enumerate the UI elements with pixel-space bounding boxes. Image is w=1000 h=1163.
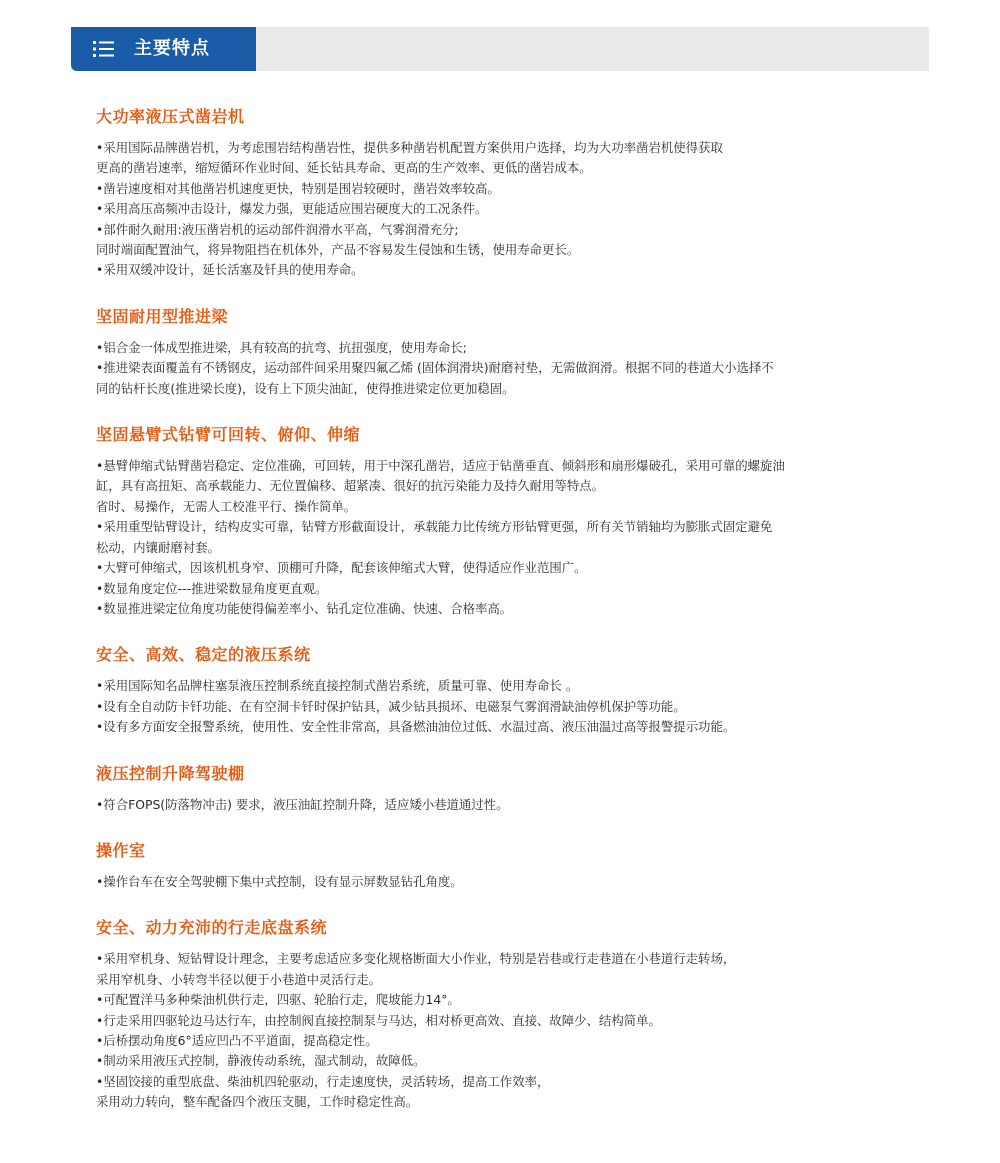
page-title: 主要特点 — [134, 38, 210, 59]
feature-line: •数显推进梁定位角度功能使得偏差率小、钻孔定位准确、快速、合格率高。 — [96, 600, 513, 616]
feature-list — [96, 795, 816, 815]
feature-line: •操作台车在安全驾驶棚下集中式控制，设有显示屏数显钻孔角度。 — [96, 873, 463, 889]
feature-section — [96, 643, 816, 737]
feature-line: •数显角度定位---推进梁数显角度更直观。 — [96, 580, 328, 596]
feature-line: •采用国际品牌凿岩机，为考虑围岩结构凿岩性，提供多种凿岩机配置方案供用户选择，均为大功率凿岩机使得获取 — [96, 140, 723, 155]
feature-line: •制动采用液压式控制，静液传动系统，湿式制动，故障低。 — [96, 1053, 426, 1069]
feature-section — [96, 423, 816, 619]
feature-line: •采用国际知名品牌柱塞泵液压控制系统直接控制式凿岩系统，质量可靠、使用寿命长 。 — [96, 678, 579, 694]
feature-line: •采用双缓冲设计，延长活塞及钎具的使用寿命。 — [96, 262, 364, 278]
feature-line: 采用动力转向，整车配备四个液压支腿，工作时稳定性高。 — [96, 1094, 419, 1110]
feature-line: •铝合金一体成型推进梁，具有较高的抗弯、抗扭强度，使用寿命长; — [96, 339, 467, 355]
feature-list — [96, 456, 816, 619]
feature-line: •符合FOPS(防落物冲击) 要求，液压油缸控制升降，适应矮小巷道通过性。 — [96, 796, 509, 812]
section-title: 大功率液压式凿岩机 — [96, 107, 245, 126]
features-content — [96, 105, 816, 1137]
feature-line: •坚固饺接的重型底盘、柴油机四轮驱动，行走速度快，灵活转场，提高工作效率， — [96, 1073, 550, 1089]
section-title: 坚固悬臂式钻臂可回转、俯仰、伸缩 — [96, 425, 361, 445]
section-title: 安全、动力充沛的行走底盘系统 — [96, 918, 328, 938]
feature-line: 省时、易操作，无需人工校准平行、操作简单。 — [96, 498, 357, 514]
feature-line: •凿岩速度相对其他凿岩机速度更快，特别是围岩较硬时，凿岩效率较高。 — [96, 180, 500, 196]
feature-line: 同的钻杆长度(推进梁长度)，设有上下顶尖油缸，使得推进梁定位更加稳固。 — [96, 380, 515, 396]
feature-line: 更高的凿岩速率，缩短循环作业时间、延长钻具寿命、更高的生产效率、更低的凿岩成本。 — [96, 160, 592, 176]
feature-list — [96, 676, 816, 737]
feature-list — [96, 138, 816, 281]
feature-section — [96, 762, 816, 815]
feature-line: •采用窄机身、短钻臂设计理念，主要考虑适应多变化规格断面大小作业，特别是岩巷或行走巷道在小巷道行走转场， — [96, 951, 736, 967]
section-title: 坚固耐用型推进梁 — [96, 306, 229, 326]
feature-list — [96, 949, 816, 1112]
feature-section — [96, 916, 816, 1112]
feature-line: •推进梁表面覆盖有不锈钢皮，运动部件间采用聚四氟乙烯 (固体润滑块)耐磨衬垫，无需做润滑。根据不同的巷道大小选择不 — [96, 360, 774, 376]
feature-line: •采用重型钻臂设计，结构皮实可靠，钻臂方形截面设计，承载能力比传统方形钻臂更强，所有关节销轴均为膨胀式固定避免 — [96, 519, 773, 535]
feature-line: •设有多方面安全报警系统，使用性、安全性非常高，具备燃油油位过低、水温过高、液压油温过高等报警提示功能。 — [96, 719, 736, 735]
feature-list — [96, 338, 816, 399]
feature-line: •后桥摆动角度6°适应凹凸不平道面，提高稳定性。 — [96, 1032, 378, 1048]
section-title: 操作室 — [96, 840, 146, 860]
feature-line: •部件耐久耐用:液压凿岩机的运动部件润滑水平高，气雾润滑充分; — [96, 221, 459, 237]
feature-line: •悬臂伸缩式钻臂凿岩稳定、定位准确，可回转，用于中深孔凿岩，适应于钻凿垂直、倾斜形和扇形爆破孔，采用可靠的螺旋油 — [96, 458, 785, 474]
feature-section — [96, 305, 816, 399]
feature-list — [96, 872, 816, 892]
feature-section — [96, 839, 816, 892]
feature-section — [96, 105, 816, 281]
feature-line: 采用窄机身、小转弯半径以便于小巷道中灵活行走。 — [96, 971, 381, 987]
feature-line: •采用高压高频冲击设计，爆发力强，更能适应围岩硬度大的工况条件。 — [96, 201, 488, 217]
section-header-bar — [71, 27, 929, 71]
feature-line: 松动，内镶耐磨衬套。 — [96, 539, 220, 555]
feature-line: •行走采用四驱轮边马达行车，由控制阀直接控制泵与马达，相对桥更高效、直接、故障少、结构简单。 — [96, 1012, 661, 1028]
section-title: 液压控制升降驾驶棚 — [96, 763, 245, 783]
feature-line: •大臂可伸缩式，因该机机身窄、顶棚可升降，配套该伸缩式大臂，使得适应作业范围广。 — [96, 560, 587, 576]
feature-line: 缸，具有高扭矩、高承载能力、无位置偏移、超紧凑、很好的抗污染能力及持久耐用等特点。 — [96, 478, 605, 494]
feature-line: •可配置洋马多种柴油机供行走，四驱、轮胎行走，爬坡能力14°。 — [96, 992, 460, 1008]
feature-line: •设有全自动防卡钎功能、在有空洞卡钎时保护钻具，减少钻具损坏、电磁泵气雾润滑缺油停机保护等功能。 — [96, 698, 686, 714]
list-icon — [93, 41, 114, 57]
feature-line: 同时端面配置油气，将异物阻挡在机体外，产品不容易发生侵蚀和生锈，使用寿命更长。 — [96, 242, 580, 258]
section-header-tab — [71, 27, 256, 71]
section-title: 安全、高效、稳定的液压系统 — [96, 645, 311, 665]
